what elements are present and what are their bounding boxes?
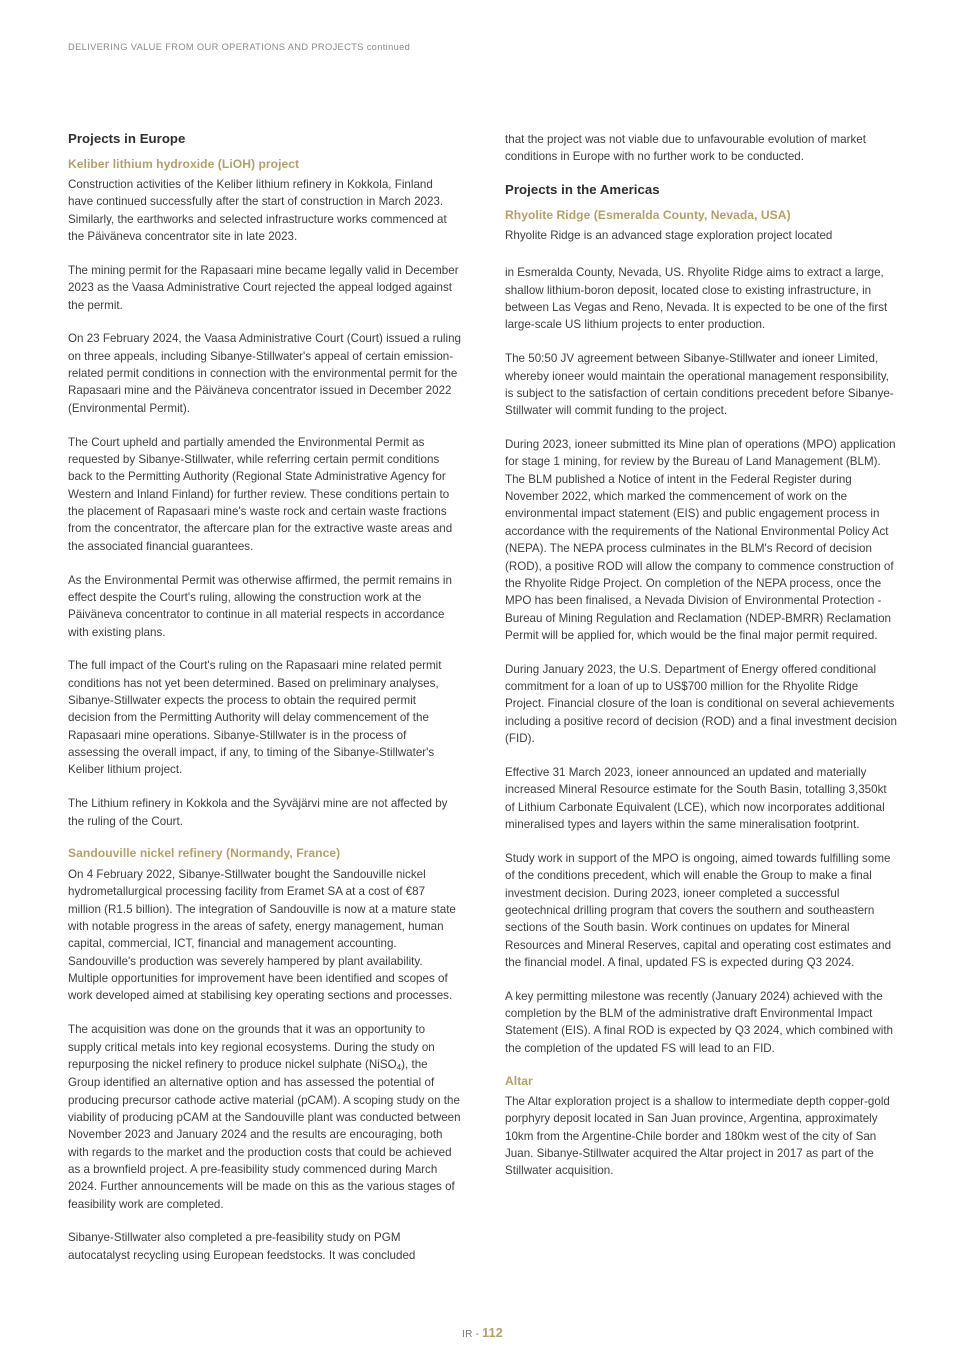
page-footer: [0, 1326, 965, 1340]
paragraph-rhyolite-3: During 2023, ioneer submitted its Mine plan of operations (MPO) application for stage 1 mining, for review by the Bureau of Land Management (BLM). The BLM published a Notice of intent in the Federal Register during November 2022, which marked the commencement of work on the environmental impact statement (EIS) and public engagement process in accordance with the requirements of the National Environmental Policy Act (NEPA). The NEPA process culminates in the BLM's Record of decision (ROD), a positive ROD will allow the company to commence construction of the Rhyolite Ridge Project. On completion of the NEPA process, once the MPO has been finalised, a Nevada Division of Environmental Protection - Bureau of Mining Regulation and Reclamation (NDEP-BMRR) Reclamation Permit will be applied for, which would be the final major permit required.: [505, 438, 896, 642]
subheading-sandouville-nickel-refinery: Sandouville nickel refinery (Normandy, France): [68, 846, 341, 861]
paragraph-sandouville-2-part-1: The acquisition was done on the grounds that it was an opportunity to supply critical metals into key regional ecosystems. During the study on repurposing the nickel refinery to produce nickel sulphate (NiSO: [68, 1023, 435, 1071]
paragraph-rhyolite-5: Effective 31 March 2023, ioneer announced an updated and materially increased Mineral Resource estimate for the South Basin, totalling 3,350kt of Lithium Carbonate Equivalent (LCE), which now incorporates additional mineralised types and layers within the same mineralisation footprint.: [505, 765, 887, 831]
paragraph-rhyolite-2: The 50:50 JV agreement between Sibanye-Stillwater and ioneer Limited, whereby ioneer would maintain the operational management responsibility, is subject to the satisfaction of certain conditions precedent before Sibanye-Stillwater will commit funding to the project.: [505, 352, 894, 418]
paragraph-rhyolite-lead: Rhyolite Ridge is an advanced stage exploration project located: [505, 229, 833, 243]
paragraph-keliber-6: The full impact of the Court's ruling on the Rapasaari mine related permit conditions has not yet been determined. Based on preliminary analyses, Sibanye-Stillwater expects the process to obtain the required permit decision from the Permitting Authority will delay commencement of the Rapasaari mine operations. Sibanye-Stillwater is in the process of assessing the overall impact, if any, to timing of the Sibanye-Stillwater's Keliber lithium project.: [68, 659, 442, 777]
footer-page-number: 112: [482, 1326, 503, 1340]
paragraph-spacer: [505, 247, 898, 264]
subheading-altar: Altar: [505, 1073, 533, 1088]
paragraph-altar: The Altar exploration project is a shallow to intermediate depth copper-gold porphyry deposit located in San Juan province, Argentina, approximately 10km from the Argentine-Chile border and 180km west of the city of San Juan. Sibanye-Stillwater acquired the Altar project in 2017 as part of the Stillwater acquisition.: [505, 1095, 890, 1178]
paragraph-rhyolite-6: Study work in support of the MPO is ongoing, aimed towards fulfilling some of the conditions precedent, which will enable the Group to make a final investment decision. During 2023, ioneer completed a successful geotechnical drilling program that covers the southern and southeastern sections of the South basin. Work continues on updates for Mineral Resources and Mineral Reserves, capital and operating cost estimates and the financial model. A final, updated FS is expected during Q3 2024.: [505, 851, 892, 969]
running-header: DELIVERING VALUE FROM OUR OPERATIONS AND PROJECTS continued: [68, 42, 411, 52]
left-column: [68, 131, 461, 1264]
paragraph-sandouville-3: Sibanye-Stillwater also completed a pre-feasibility study on PGM autocatalyst recycling using European feedstocks. It was concluded: [68, 1231, 416, 1262]
paragraph-rhyolite-7: A key permitting milestone was recently (January 2024) achieved with the completion by the BLM of the administrative draft Environmental Impact Statement (EIS). A final ROD is expected by Q3 2024, which combined with the completion of the updated FS will lead to an FID.: [505, 989, 894, 1055]
paragraph-sandouville-2-part-2: ), the Group identified an alternative option and has assessed the potential of producing precursor cathode active material (pCAM). A scoping study on the viability of producing pCAM at the Sandouville plant was conducted between November 2023 and January 2024 and the results are encouraging, both with regards to the market and the production costs that could be achieved as a brownfield project. A pre-feasibility study commenced during March 2024. Further announcements will be made on this as the various stages of feasibility work are completed.: [68, 1057, 461, 1211]
subheading-keliber-lithium-hydroxide: Keliber lithium hydroxide (LiOH) project: [68, 156, 300, 171]
subscript-niso4: 4: [396, 1063, 402, 1073]
paragraph-keliber-4: The Court upheld and partially amended the Environmental Permit as requested by Sibanye-Stillwater, while referring certain permit conditions back to the Permitting Authority (Regional State Administrative Agency for Western and Inland Finland) for further review. These conditions pertain to the placement of Rapasaari mine's waste rock and certain waste fractions from the concentrator, the aftercare plan for the extractive waste areas and the associated financial guarantees.: [68, 435, 453, 553]
paragraph-keliber-1: Construction activities of the Keliber lithium refinery in Kokkola, Finland have continued successfully after the start of construction in March 2023. Similarly, the earthworks and selected infrastructure works commenced at the Päiväneva concentrator site in late 2023.: [68, 177, 447, 243]
paragraph-keliber-5: As the Environmental Permit was otherwise affirmed, the permit remains in effect despite the Court's ruling, allowing the construction work at the Päiväneva concentrator to continue in all material respects in accordance with existing plans.: [68, 573, 452, 639]
paragraph-keliber-2: The mining permit for the Rapasaari mine became legally valid in December 2023 as the Vaasa Administrative Court rejected the appeal lodged against the permit.: [68, 263, 459, 312]
paragraph-rhyolite-4: During January 2023, the U.S. Department of Energy offered conditional commitment for a loan of up to US$700 million for the Rhyolite Ridge Project. Financial closure of the loan is conditional on several achievements including a positive record of decision (ROD) and a final investment decision (FID).: [505, 662, 897, 746]
section-heading-projects-in-the-americas: Projects in the Americas: [505, 182, 660, 198]
paragraph-continuation: that the project was not viable due to unfavourable evolution of market conditions in Europe with no further work to be conducted.: [505, 133, 866, 164]
paragraph-sandouville-2: [68, 1021, 461, 1213]
two-column-layout: [68, 131, 898, 1264]
footer-ir-label: IR -: [461, 1329, 480, 1340]
paragraph-rhyolite-1: in Esmeralda County, Nevada, US. Rhyolite Ridge aims to extract a large, shallow lithium-boron deposit, located close to existing infrastructure, in between Las Vegas and Reno, Nevada. It is expected to be one of the first large-scale US lithium projects to enter production.: [505, 266, 888, 332]
right-column: [505, 131, 898, 1264]
paragraph-keliber-3: On 23 February 2024, the Vaasa Administrative Court (Court) issued a ruling on three appeals, including Sibanye-Stillwater's appeal of certain emission-related permit conditions in connection with the environmental permit for the Rapasaari mine and the Päiväneva concentrator issued in December 2022 (Environmental Permit).: [68, 332, 461, 415]
paragraph-keliber-7: The Lithium refinery in Kokkola and the Syväjärvi mine are not affected by the ruling of the Court.: [68, 797, 448, 828]
paragraph-sandouville-1: On 4 February 2022, Sibanye-Stillwater bought the Sandouville nickel hydrometallurgical processing facility from Eramet SA at a cost of €87 million (R1.5 billion). The integration of Sandouville is now at a mature state with notable progress in the areas of safety, energy management, human capital, commercial, ICT, financial and management accounting. Sandouville's production was severely hampered by plant availability. Multiple opportunities for improvement have been identified and scopes of work developed aimed at stabilising key operating sections and processes.: [68, 867, 456, 1003]
subheading-rhyolite-ridge: Rhyolite Ridge (Esmeralda County, Nevada, USA): [505, 207, 791, 222]
section-heading-projects-in-europe: Projects in Europe: [68, 131, 186, 146]
